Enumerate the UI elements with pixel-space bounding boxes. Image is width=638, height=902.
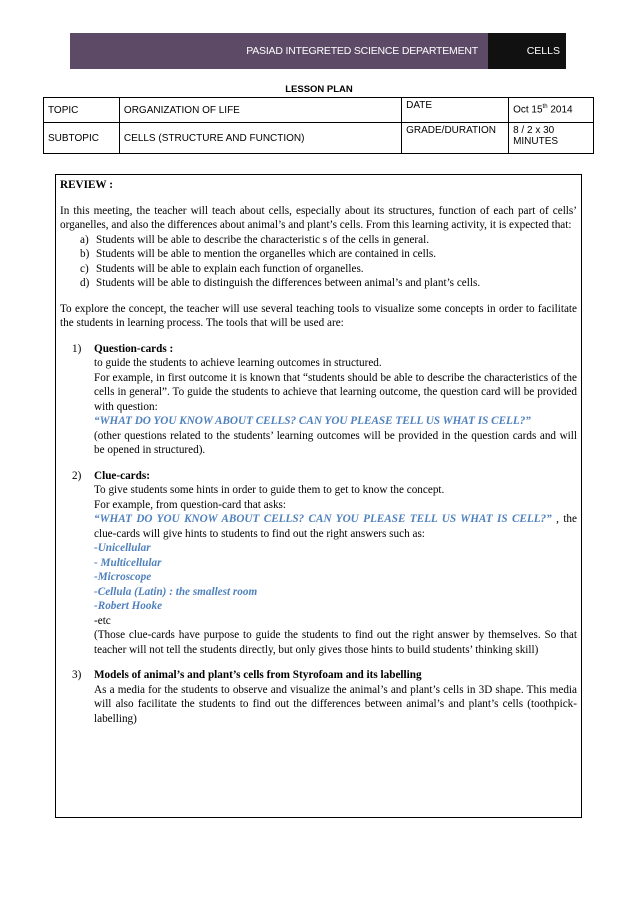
tool-note: (Those clue-cards have purpose to guide the students to find out the right answer by themselves. So that teacher will not tell the students directly, but only gives those hints to build students’ thinking skill) <box>94 629 577 656</box>
hint-item: -Robert Hooke <box>94 600 163 612</box>
tool-question: “WHAT DO YOU KNOW ABOUT CELLS? CAN YOU PLEASE TELL US WHAT IS CELL?” , the clue-cards will give hints to students to find out the right answers such as: <box>94 513 577 540</box>
hint-item: -Microscope <box>94 571 152 583</box>
tool-text: For example, from question-card that asks: <box>94 498 287 511</box>
subtopic-label: SUBTOPIC <box>44 123 120 154</box>
tool-question-cards: 1) Question-cards : <box>72 342 174 355</box>
tool-heading: Question-cards : <box>94 342 174 355</box>
topic-value: ORGANIZATION OF LIFE <box>119 98 401 123</box>
subject-title: CELLS <box>488 33 566 69</box>
date-label: DATE <box>402 98 509 123</box>
tool-heading: Models of animal’s and plant’s cells from Styrofoam and its labelling <box>94 669 422 681</box>
tool-text: As a media for the students to observe and visualize the animal’s and plant’s cells in 3D shape. This media will also facilitate the students to find out the differences between animal’s and plant’s cells (toothpick-labelling) <box>94 683 577 725</box>
lesson-info-table <box>43 97 594 154</box>
hint-item: -Unicellular <box>94 542 151 554</box>
tool-question: “WHAT DO YOU KNOW ABOUT CELLS? CAN YOU PLEASE TELL US WHAT IS CELL?” <box>94 415 531 427</box>
list-item: b) Students will be able to mention the organelles which are contained in cells. <box>80 248 436 260</box>
header-banner <box>70 33 566 69</box>
list-item: d) Students will be able to distinguish the differences between animal’s and plant’s cells. <box>80 277 481 289</box>
tool-note: (other questions related to the students’ learning outcomes will be provided in the question cards and will be opened in structured). <box>94 429 577 456</box>
grade-label: GRADE/DURATION <box>402 123 509 154</box>
explore-paragraph: To explore the concept, the teacher will use several teaching tools to visualize some concepts in order to facilitate the students in learning process. The tools that will be used are: <box>60 302 577 329</box>
list-item: a) Students will be able to describe the characteristic s of the cells in general. <box>80 233 430 246</box>
subtopic-value: CELLS (STRUCTURE AND FUNCTION) <box>119 123 401 154</box>
topic-label: TOPIC <box>44 98 120 123</box>
grade-value: 8 / 2 x 30 MINUTES <box>509 123 594 154</box>
tool-text: To give students some hints in order to guide them to get to know the concept. <box>94 484 445 496</box>
date-value: Oct 15th 2014 <box>509 98 594 123</box>
list-item: c) Students will be able to explain each function of organelles. <box>80 262 364 275</box>
tool-heading: Clue-cards: <box>94 469 150 482</box>
tool-clue-cards: 2) Clue-cards: <box>72 469 150 482</box>
hint-etc: -etc <box>94 614 111 627</box>
objectives-list <box>60 233 577 291</box>
department-title: PASIAD INTEGRETED SCIENCE DEPARTEMENT <box>70 33 488 69</box>
review-intro: In this meeting, the teacher will teach about cells, especially about its structures, function of each part of cells’ organelles, and also the differences about animal’s and plant’s cells. From this learning activity, it is expected that: <box>60 204 577 231</box>
review-box <box>55 174 582 818</box>
hint-item: -Cellula (Latin) : the smallest room <box>94 585 258 598</box>
tool-models: 3) Models of animal’s and plant’s cells from Styrofoam and its labelling <box>72 669 422 681</box>
tool-text: to guide the students to achieve learning outcomes in structured. <box>94 357 382 369</box>
hint-item: - Multicellular <box>94 556 162 569</box>
review-heading: REVIEW : <box>60 179 113 191</box>
lesson-plan-title: LESSON PLAN <box>285 84 353 95</box>
tool-text: For example, in first outcome it is known that “students should be able to describe the characteristics of the cells in general”. To guide the students to achieve that learning outcome, the question card will be provided with question: <box>94 371 577 413</box>
